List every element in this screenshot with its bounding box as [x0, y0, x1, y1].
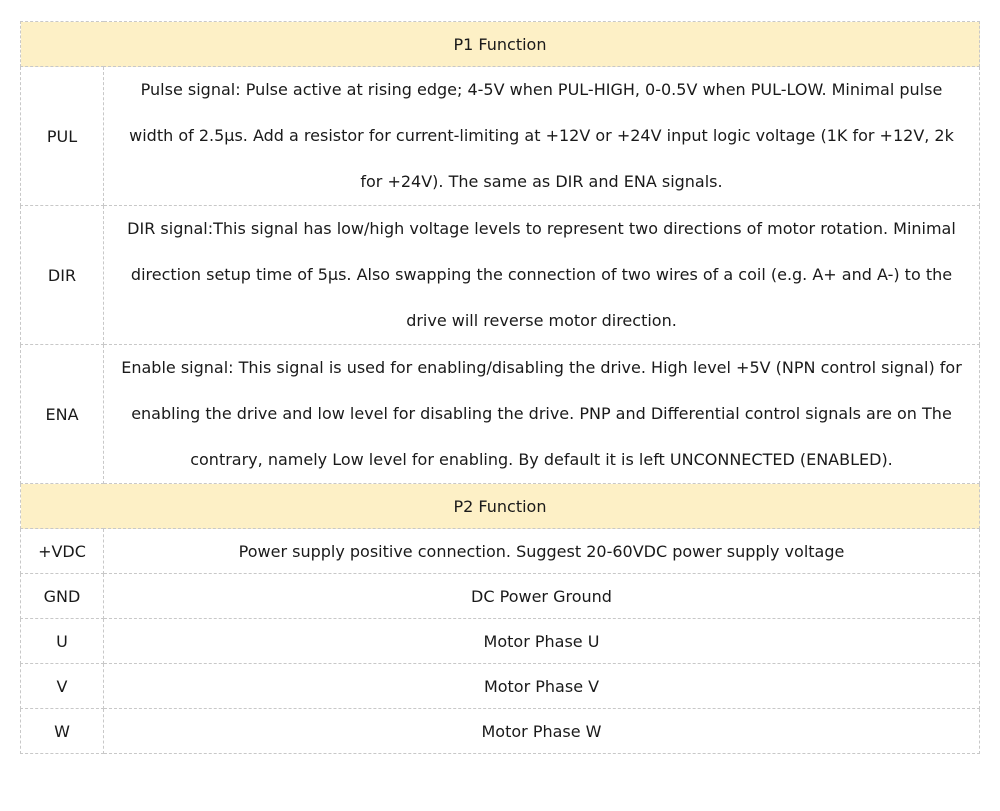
p1-title: P1 Function	[21, 22, 980, 67]
terminal-name-vdc: +VDC	[21, 529, 104, 574]
table-row	[21, 345, 980, 484]
signal-desc-dir: DIR signal:This signal has low/high voltage levels to represent two directions of motor rotation. Minimal direction setup time of 5μs. Also swapping the connection of two wires of a coil (e.g. A+ and A-) to the drive will reverse motor direction.	[104, 206, 980, 345]
table-row	[21, 664, 980, 709]
signal-name-dir: DIR	[21, 206, 104, 345]
p1-header-row	[21, 22, 980, 67]
table-row	[21, 206, 980, 345]
p2-title: P2 Function	[21, 484, 980, 529]
terminal-desc-gnd: DC Power Ground	[104, 574, 980, 619]
terminal-name-u: U	[21, 619, 104, 664]
terminal-name-v: V	[21, 664, 104, 709]
terminal-desc-w: Motor Phase W	[104, 709, 980, 754]
signal-desc-pul: Pulse signal: Pulse active at rising edge; 4-5V when PUL-HIGH, 0-0.5V when PUL-LOW. Minimal pulse width of 2.5μs. Add a resistor for current-limiting at +12V or +24V input logic voltage (1K for +12V, 2k for +24V). The same as DIR and ENA signals.	[104, 67, 980, 206]
signal-name-pul: PUL	[21, 67, 104, 206]
table-row	[21, 619, 980, 664]
terminal-desc-u: Motor Phase U	[104, 619, 980, 664]
signal-name-ena: ENA	[21, 345, 104, 484]
table-row	[21, 709, 980, 754]
table-row	[21, 67, 980, 206]
table-row	[21, 574, 980, 619]
spec-table-container	[20, 21, 979, 754]
terminal-desc-v: Motor Phase V	[104, 664, 980, 709]
terminal-name-w: W	[21, 709, 104, 754]
terminal-desc-vdc: Power supply positive connection. Suggest 20-60VDC power supply voltage	[104, 529, 980, 574]
function-table	[20, 21, 980, 754]
p2-header-row	[21, 484, 980, 529]
terminal-name-gnd: GND	[21, 574, 104, 619]
signal-desc-ena: Enable signal: This signal is used for enabling/disabling the drive. High level +5V (NPN control signal) for enabling the drive and low level for disabling the drive. PNP and Differential control signals are on The contrary, namely Low level for enabling. By default it is left UNCONNECTED (ENABLED).	[104, 345, 980, 484]
table-row	[21, 529, 980, 574]
